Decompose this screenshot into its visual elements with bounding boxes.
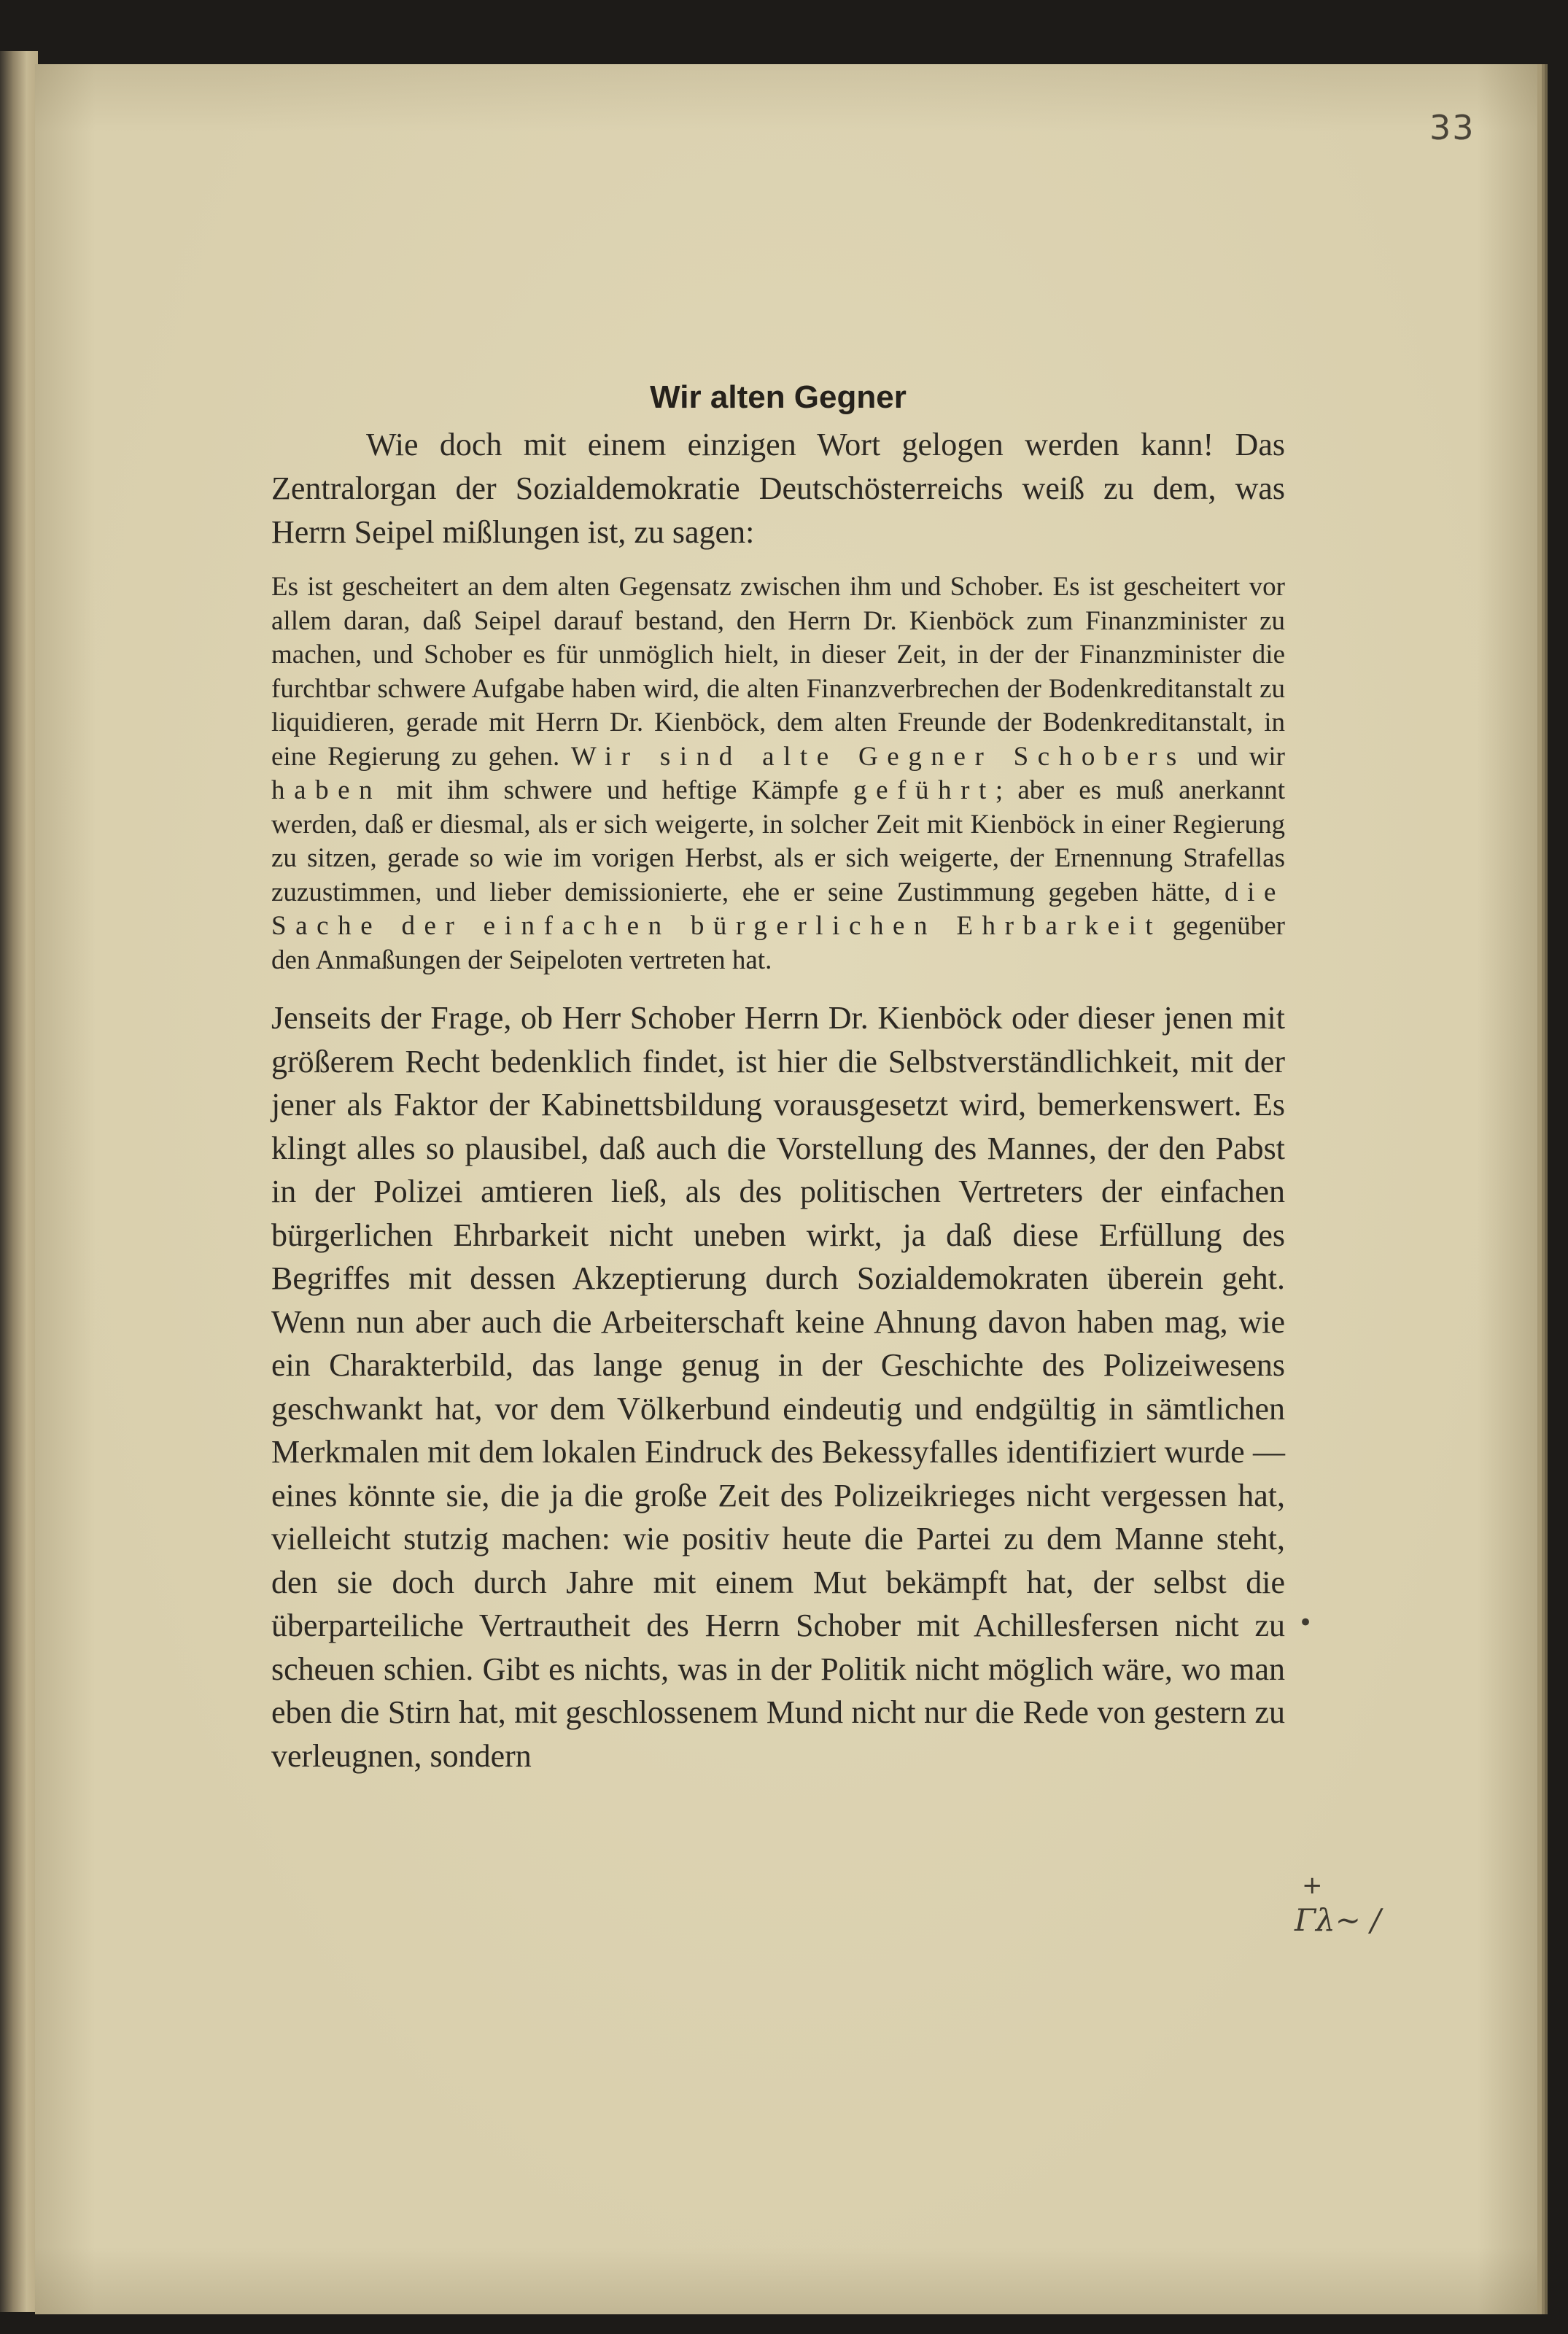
quote-emphasis-4: die Sache der einfachen bürgerlichen Ehrbarkeit (271, 877, 1285, 941)
article-title: Wir alten Gegner (650, 379, 907, 415)
quote-emphasis-1: Wir sind alte Gegner Schobers (570, 741, 1186, 772)
block-quote (271, 570, 1285, 977)
previous-page-edge (0, 51, 38, 2312)
quote-text-1: Es ist gescheitert an dem alten Gegensatz zwischen ihm und Schober. Es ist gescheitert vor allem daran, daß Seipel darauf bestand, den Herrn Dr. Kienböck zum Finanzminister zu machen, und Schober es für unmöglich hielt, in dieser Zeit, in der der Finanzminister die furchtbar schwere Aufgabe haben wird, die alten Finanzverbrechen der Bodenkreditanstalt zu liquidieren, gerade mit Herrn Dr. Kienböck, dem alten Freunde der Bodenkreditanstalt, in eine Regierung zu gehen. (271, 572, 1285, 772)
article-intro: Wie doch mit einem einzigen Wort gelogen werden kann! Das Zentralorgan der Sozialdemokratie Deutschösterreichs weiß zu dem, was Herrn Seipel mißlungen ist, zu sagen: (271, 427, 1285, 550)
quote-text-3: mit ihm schwere und heftige Kämpfe (396, 775, 839, 805)
handwritten-margin-note: Γλ~ / (1295, 1902, 1381, 1938)
quote-text-5: gegenüber den Anmaßungen der Seipeloten vertreten hat. (271, 911, 1285, 975)
quote-emphasis-2: haben (271, 775, 382, 805)
margin-mark: • (1298, 1608, 1313, 1637)
page-number: 33 (1429, 108, 1475, 147)
article-body: Jenseits der Frage, ob Herr Schober Herrn Dr. Kienböck oder dieser jenen mit größerem Recht bedenklich findet, ist hier die Selbstverständlichkeit, mit der jener als Faktor der Kabinettsbildung vorausgesetzt wird, bemerkenswert. Es klingt alles so plausibel, daß auch die Vorstellung des Mannes, der den Pabst in der Polizei amtieren ließ, als des politischen Vertreters der einfachen bürgerlichen Ehrbarkeit nicht uneben wirkt, ja daß diese Erfüllung des Begriffes mit dessen Akzeptierung durch Sozialdemokraten überein geht. Wenn nun aber auch die Arbeiterschaft keine Ahnung davon haben mag, wie ein Charakterbild, das lange genug in der Geschichte des Polizeiwesens geschwankt hat, vor dem Völkerbund eindeutig und endgültig in sämtlichen Merkmalen mit dem lokalen Eindruck des Bekessyfalles identifiziert wurde — eines könnte sie, die ja die große Zeit des Polizeikrieges nicht vergessen hat, vielleicht stutzig machen: wie positiv heute die Partei zu dem Manne steht, den sie doch durch Jahre mit einem Mut bekämpft hat, der selbst die überparteiliche Vertrautheit des Herrn Schober mit Achillesfersen nicht zu scheuen schien. Gibt es nichts, was in der Politik nicht möglich wäre, wo man eben die Stirn hat, mit geschlossenem Mund nicht nur die Rede von gestern zu verleugnen, sondern (271, 1000, 1285, 1774)
margin-mark: + (1302, 1871, 1323, 1900)
quote-emphasis-3: geführt (853, 775, 995, 805)
article (271, 379, 1285, 1777)
quote-text-2: und wir (1197, 741, 1285, 772)
quote-text-4: ; aber es muß anerkannt werden, daß er diesmal, als er sich weigerte, in solcher Zeit mit Kienböck in einer Regierung zu sitzen, gerade so wie im vorigen Herbst, als er sich weigerte, der Ernennung Strafellas zuzustimmen, und lieber demissionierte, ehe er seine Zustimmung gegeben hätte, (271, 775, 1286, 907)
